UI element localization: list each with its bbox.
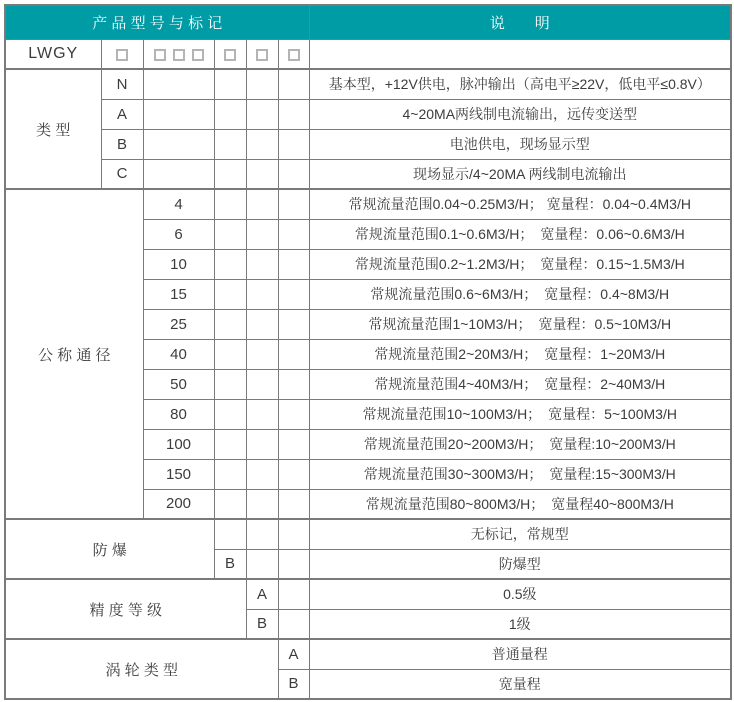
turbine-desc: 宽量程 <box>309 669 731 699</box>
type-code: C <box>101 159 143 189</box>
diameter-code: 6 <box>143 219 214 249</box>
checkbox-icon <box>192 49 204 61</box>
accuracy-code: A <box>246 579 278 609</box>
checkbox-icon <box>256 49 268 61</box>
diameter-desc: 常规流量范围30~300M3/H； 宽量程:15~300M3/H <box>309 459 731 489</box>
type-row <box>5 159 731 189</box>
checkbox-icon <box>288 49 300 61</box>
accuracy-desc: 0.5级 <box>309 579 731 609</box>
turbine-desc: 普通量程 <box>309 639 731 669</box>
diameter-desc: 常规流量范围80~800M3/H； 宽量程40~800M3/H <box>309 489 731 519</box>
turbine-row <box>5 639 731 669</box>
checkbox-icon <box>224 49 236 61</box>
diameter-row <box>5 189 731 219</box>
model-row <box>5 39 731 69</box>
diameter-code: 15 <box>143 279 214 309</box>
diameter-desc: 常规流量范围1~10M3/H； 宽量程：0.5~10M3/H <box>309 309 731 339</box>
type-desc: 基本型，+12V供电，脉冲输出（高电平≥22V，低电平≤0.8V） <box>309 69 731 99</box>
diameter-code: 10 <box>143 249 214 279</box>
type-code: N <box>101 69 143 99</box>
diameter-code: 200 <box>143 489 214 519</box>
explosion-code <box>214 519 246 549</box>
type-row <box>5 99 731 129</box>
diameter-desc: 常规流量范围20~200M3/H； 宽量程:10~200M3/H <box>309 429 731 459</box>
type-desc: 4~20MA两线制电流输出，远传变送型 <box>309 99 731 129</box>
type-code: B <box>101 129 143 159</box>
diameter-code: 50 <box>143 369 214 399</box>
section-label-accuracy: 精 度 等 级 <box>5 579 246 639</box>
explosion-desc: 无标记，常规型 <box>309 519 731 549</box>
table-header-row <box>5 5 731 39</box>
diameter-code: 25 <box>143 309 214 339</box>
section-label-turbine: 涡 轮 类 型 <box>5 639 278 699</box>
accuracy-desc: 1级 <box>309 609 731 639</box>
explosion-checkbox-cell <box>214 39 246 69</box>
section-label-type: 类 型 <box>5 69 101 189</box>
diameter-checkbox-cell <box>143 39 214 69</box>
type-checkbox-cell <box>101 39 143 69</box>
diameter-code: 100 <box>143 429 214 459</box>
diameter-desc: 常规流量范围2~20M3/H； 宽量程：1~20M3/H <box>309 339 731 369</box>
section-label-explosion: 防 爆 <box>5 519 214 579</box>
type-code: A <box>101 99 143 129</box>
type-desc: 电池供电，现场显示型 <box>309 129 731 159</box>
header-description: 说 明 <box>309 5 731 39</box>
diameter-desc: 常规流量范围0.04~0.25M3/H； 宽量程：0.04~0.4M3/H <box>309 189 731 219</box>
diameter-desc: 常规流量范围4~40M3/H； 宽量程：2~40M3/H <box>309 369 731 399</box>
diameter-desc: 常规流量范围0.1~0.6M3/H； 宽量程：0.06~0.6M3/H <box>309 219 731 249</box>
type-row <box>5 69 731 99</box>
type-row <box>5 129 731 159</box>
diameter-code: 150 <box>143 459 214 489</box>
checkbox-icon <box>154 49 166 61</box>
diameter-desc: 常规流量范围10~100M3/H； 宽量程：5~100M3/H <box>309 399 731 429</box>
diameter-code: 4 <box>143 189 214 219</box>
accuracy-row <box>5 579 731 609</box>
checkbox-icon <box>173 49 185 61</box>
empty-desc-cell <box>309 39 731 69</box>
turbine-code: A <box>278 639 309 669</box>
diameter-desc: 常规流量范围0.6~6M3/H； 宽量程：0.4~8M3/H <box>309 279 731 309</box>
diameter-desc: 常规流量范围0.2~1.2M3/H； 宽量程：0.15~1.5M3/H <box>309 249 731 279</box>
explosion-code: B <box>214 549 246 579</box>
diameter-code: 80 <box>143 399 214 429</box>
checkbox-icon <box>116 49 128 61</box>
turbine-code: B <box>278 669 309 699</box>
type-desc: 现场显示/4~20MA 两线制电流输出 <box>309 159 731 189</box>
model-name: LWGY <box>5 39 101 69</box>
accuracy-checkbox-cell <box>246 39 278 69</box>
header-product-model: 产 品 型 号 与 标 记 <box>5 5 309 39</box>
explosion-desc: 防爆型 <box>309 549 731 579</box>
section-label-diameter: 公 称 通 径 <box>5 189 143 519</box>
accuracy-code: B <box>246 609 278 639</box>
turbine-checkbox-cell <box>278 39 309 69</box>
diameter-code: 40 <box>143 339 214 369</box>
product-model-table <box>4 4 732 700</box>
explosion-row <box>5 519 731 549</box>
